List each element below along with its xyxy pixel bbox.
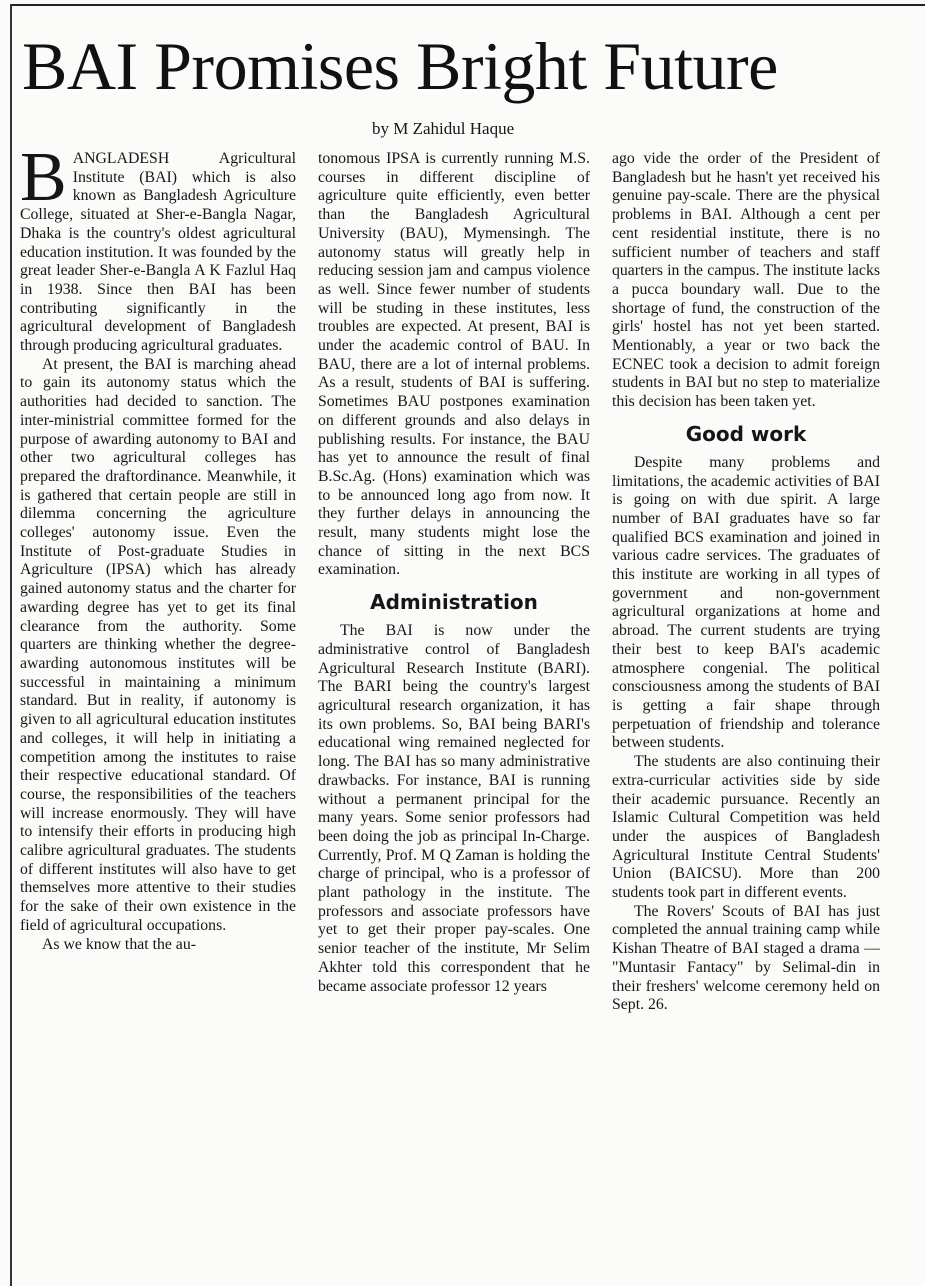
article-paragraph: The Rovers' Scouts of BAI has just completed the annual training camp while Kishan Theatre of BAI staged a drama — "Muntasir Fantacy" by Selimal-din in their freshers' welcome ceremony held on Sept. 26. (612, 902, 880, 1014)
article-paragraph: At present, the BAI is marching ahead to gain its autonomy status which the authorities had decided to sanction. The inter-ministrial committee formed for the purpose of awarding autonomy to BAI and other two agricultural colleges has prepared the draftordinance. Meanwhile, it is gathered that certain people are still in dilemma concerning the agriculture colleges' autonomy issue. Even the Institute of Post-graduate Studies in Agriculture (IPSA) which has already gained autonomy status and the charter for awarding degree has yet to get its final clearance from the authority. Some quarters are thinking whether the degree-awarding autonomous institutes will be successful in maintaining a minimum standard. But in reality, if autonomy is given to all agricultural education institutes and colleges, it will help in initiating a competition among the institutes to raise their respective educational standard. Of course, the responsibilities of the teachers will increase enormously. They will have to intensify their efforts in producing high calibre agricultural graduates. The students of different institutes will also have to get themselves more attentive to their studies for the sake of their own existence in the field of agricultural occupations. (20, 355, 296, 934)
article-paragraph: As we know that the au- (42, 935, 196, 953)
article-column-1 (20, 150, 296, 1280)
subhead-good-work: Good work (685, 421, 807, 446)
article-column-2 (318, 150, 590, 1280)
article-paragraph: The students are also continuing their extra-curricular activities side by side their academic pursuance. Recently an Islamic Cultural Competition was held under the auspices of Bangladesh Agricultural Institute Central Students' Union (BAICSU). More than 200 students took part in different events. (612, 753, 880, 902)
drop-cap: B (20, 150, 67, 216)
top-rule (10, 4, 925, 6)
byline: by M Zahidul Haque (372, 119, 515, 138)
intro-lead-word: ANGLADESH (72, 150, 170, 167)
article-paragraph: Despite many problems and limitations, the academic activities of BAI is going on with due spirit. A large number of BAI graduates have so far qualified BCS examination and joined in various cadre services. The graduates of this institute are working in all types of government and non-government agricultural organizations at home and abroad. The current students are trying their best to keep BAI's academic atmosphere congenial. The political consciousness among the students of BAI is getting a fair shape through perpetuation of friendship and tolerance between students. (612, 453, 880, 752)
article-column-3 (612, 150, 880, 1280)
intro-paragraph (20, 150, 296, 356)
left-rule (10, 4, 12, 1286)
headline: BAI Promises Bright Future (22, 28, 778, 104)
article-paragraph: The BAI is now under the administrative control of Bangladesh Agricultural Research Institute (BARI). The BARI being the country's largest agricultural research organization, it has its own problems. So, BAI being BARI's educational wing remained neglected for long. The BAI has so many administrative drawbacks. For instance, BAI is running without a permanent principal for the many years. Some senior professors had been doing the job as principal In-Charge. Currently, Prof. M Q Zaman is holding the charge of principal, who is a professor of plant pathology in the institute. The professors and associate professors have yet to get their proper pay-scales. One senior teacher of the institute, Mr Selim Akhter told this correspondent that he became associate professor 12 years (318, 622, 590, 995)
intro-text: Agricultural Institute (BAI) which is also known as Bangladesh Agriculture College, situated at Sher-e-Bangla Nagar, Dhaka is the country's oldest agricultural education institution. It was founded by the great leader Sher-e-Bangla A K Fazlul Haq in 1938. Since then BAI has been contributing significantly in the agricultural development of Bangladesh through producing agricultural graduates. (20, 150, 296, 355)
subhead-administration: Administration (370, 590, 538, 615)
article-paragraph: tonomous IPSA is currently running M.S. courses in different discipline of agriculture quite efficiently, even better than the Bangladesh Agricultural University (BAU), Mymensingh. The autonomy status will greatly help in reducing session jam and campus violence as well. Since fewer number of students will be studing in these institutes, less troubles are expected. At present, BAI is under the academic control of BAU. In BAU, there are a lot of internal problems. As a result, students of BAI is suffering. Sometimes BAU postpones examination on different grounds and also delays in publishing results. For instance, the BAU has yet to announce the result of final B.Sc.Ag. (Hons) examination which was to be announced long ago from now. It they further delays in announcing the result, many students might lose the chance of sitting in the next BCS examination. (318, 150, 590, 579)
article-paragraph: ago vide the order of the President of Bangladesh but he hasn't yet received his genuine pay-scale. There are the physical problems in BAI. Although a cent per cent residential institute, there is no sufficient number of teachers and staff quarters in the campus. The institute lacks a pucca boundary wall. Due to the shortage of fund, the construction of the girls' hostel has not yet been started. Mentionably, a year or two back the ECNEC took a decision to admit foreign students in BAI but no step to materialize this decision has been taken yet. (612, 150, 880, 411)
